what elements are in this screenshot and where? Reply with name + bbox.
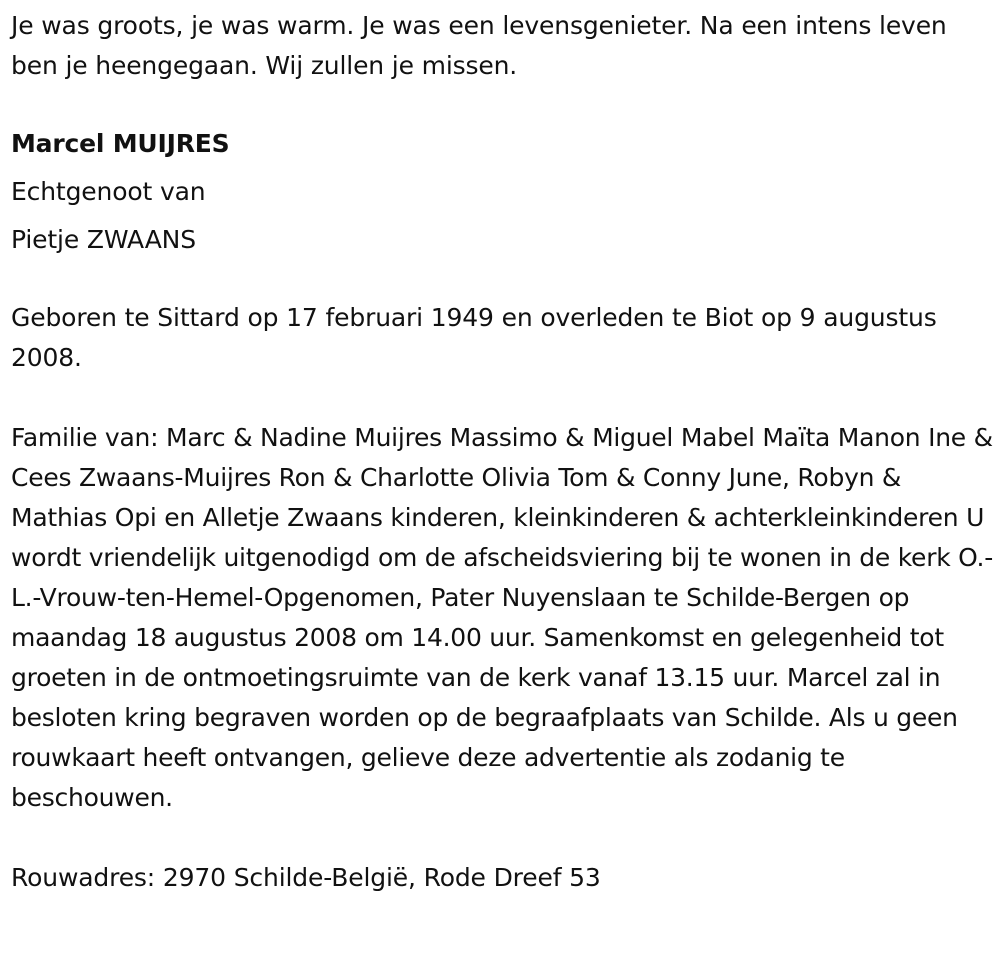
intro-text: Je was groots, je was warm. Je was een levensgenieter. Na een intens leven ben je heengegaan. Wij zullen je missen. [11,11,947,80]
spouse-name: Pietje ZWAANS [11,225,196,254]
birth-death-text: Geboren te Sittard op 17 februari 1949 en overleden te Biot op 9 augustus 2008. [11,303,937,372]
family-paragraph: Familie van: Marc & Nadine Muijres Massimo & Miguel Mabel Maïta Manon Ine & Cees Zwaans-Muijres Ron & Charlotte Olivia Tom & Conny June, Robyn & Mathias Opi en Alletje Zwaans kinderen, kleinkinderen & achterkleinkinderen U wordt vriendelijk uitgenodigd om de afscheidsviering bij te wonen in de kerk O.-L.-Vrouw-ten-Hemel-Opgenomen, Pater Nuyenslaan te Schilde-Bergen op maandag 18 augustus 2008 om 14.00 uur. Samenkomst en gelegenheid tot groeten in de ontmoetingsruimte van de kerk vanaf 13.15 uur. Marcel zal in besloten kring begraven worden op de begraafplaats van Schilde. Als u geen rouwkaart heeft ontvangen, gelieve deze advertentie als zodanig te beschouwen. [11,423,994,812]
relation-label: Echtgenoot van [11,177,206,206]
mourning-address: Rouwadres: 2970 Schilde-België, Rode Dreef 53 [11,863,601,892]
deceased-name: Marcel MUIJRES [11,129,230,158]
